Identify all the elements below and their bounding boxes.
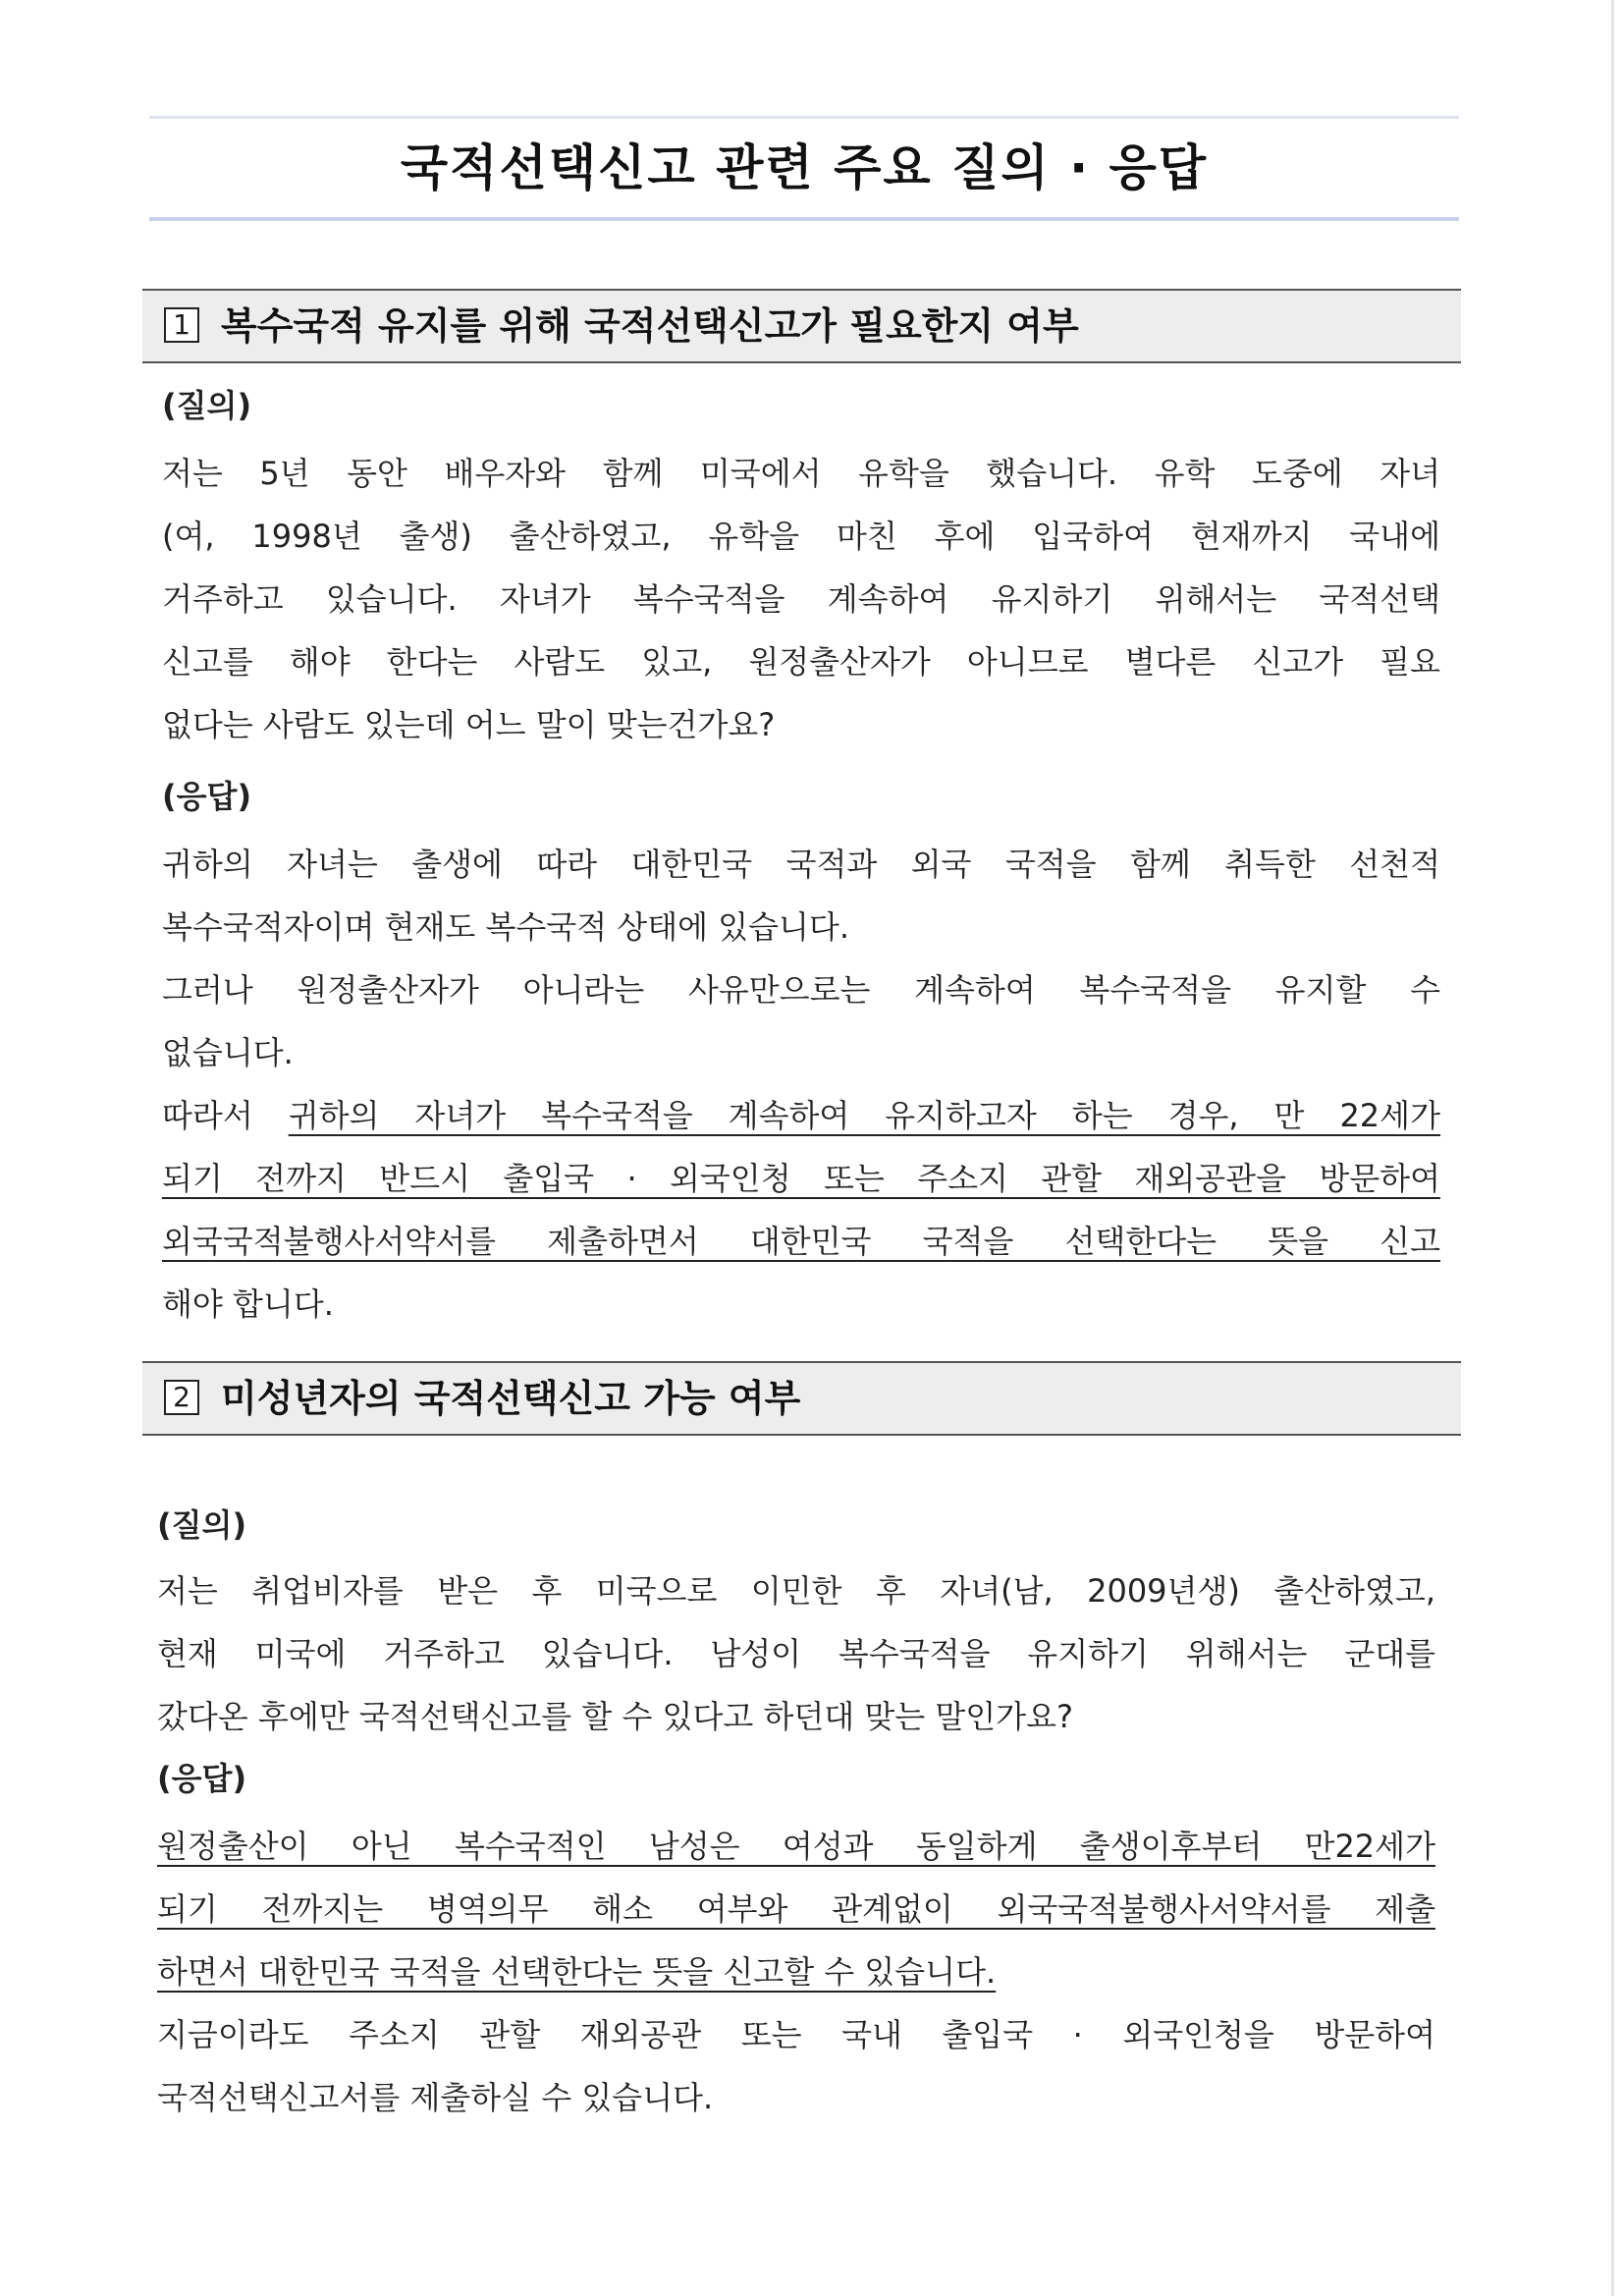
section-1-heading bbox=[142, 289, 1461, 363]
section-number-box: 1 bbox=[164, 307, 199, 343]
answer-label: (응답) bbox=[157, 1760, 247, 1797]
question-label: (질의) bbox=[157, 1506, 247, 1544]
emphasis-prefix: 따라서 bbox=[162, 1097, 289, 1134]
underlined-text: 귀하의 자녀가 복수국적을 계속하여 유지하고자 하는 경우, 만 22세가 bbox=[288, 1097, 1440, 1134]
text-line bbox=[157, 1878, 1435, 1941]
text-line: 저는 취업비자를 받은 후 미국으로 이민한 후 자녀(남, 2009년생) 출산하였고, bbox=[157, 1572, 1435, 1610]
text-line: 복수국적자이며 현재도 복수국적 상태에 있습니다. bbox=[162, 908, 850, 946]
text-line: 해야 합니다. bbox=[162, 1285, 334, 1323]
text-line: 귀하의 자녀는 출생에 따라 대한민국 국적과 외국 국적을 함께 취득한 선천적 bbox=[162, 846, 1440, 883]
question-text bbox=[162, 442, 1440, 756]
scan-edge-shadow bbox=[1611, 0, 1614, 2296]
underlined-text: 되기 전까지는 병역의무 해소 여부와 관계없이 외국국적불행사서약서를 제출 bbox=[157, 1890, 1435, 1928]
question-text bbox=[157, 1559, 1435, 1748]
section-number-box: 2 bbox=[164, 1380, 199, 1415]
text-line: 지금이라도 주소지 관할 재외공관 또는 국내 출입국 · 외국인청을 방문하여 bbox=[157, 2016, 1435, 2053]
question-label: (질의) bbox=[162, 387, 252, 424]
text-line: 그러나 원정출산자가 아니라는 사유만으로는 계속하여 복수국적을 유지할 수 bbox=[162, 971, 1440, 1009]
underlined-text: 되기 전까지 반드시 출입국 · 외국인청 또는 주소지 관할 재외공관을 방문하여 bbox=[162, 1160, 1440, 1197]
text-line bbox=[157, 1815, 1435, 1878]
text-line bbox=[162, 1084, 1440, 1147]
text-line: 현재 미국에 거주하고 있습니다. 남성이 복수국적을 유지하기 위해서는 군대를 bbox=[157, 1635, 1435, 1672]
page-title: 국적선택신고 관련 주요 질의 · 응답 bbox=[400, 139, 1209, 196]
text-line bbox=[157, 1941, 1435, 2003]
text-line: 없다는 사람도 있는데 어느 말이 맞는건가요? bbox=[162, 706, 776, 743]
text-line bbox=[162, 1210, 1440, 1273]
answer-text bbox=[162, 833, 1440, 1336]
underlined-text: 외국국적불행사서약서를 제출하면서 대한민국 국적을 선택한다는 뜻을 신고 bbox=[162, 1223, 1440, 1260]
section-heading-text: 복수국적 유지를 위해 국적선택신고가 필요한지 여부 bbox=[221, 304, 1079, 348]
text-line: 국적선택신고서를 제출하실 수 있습니다. bbox=[157, 2079, 714, 2116]
section-heading-text: 미성년자의 국적선택신고 가능 여부 bbox=[221, 1377, 801, 1420]
answer-label: (응답) bbox=[162, 778, 252, 815]
underlined-text: 하면서 대한민국 국적을 선택한다는 뜻을 신고할 수 있습니다. bbox=[157, 1953, 997, 1991]
text-line: 거주하고 있습니다. 자녀가 복수국적을 계속하여 유지하기 위해서는 국적선택 bbox=[162, 580, 1440, 618]
title-block bbox=[149, 116, 1459, 221]
text-line: 신고를 해야 한다는 사람도 있고, 원정출산자가 아니므로 별다른 신고가 필요 bbox=[162, 643, 1440, 681]
text-line: 저는 5년 동안 배우자와 함께 미국에서 유학을 했습니다. 유학 도중에 자녀 bbox=[162, 455, 1440, 492]
title-divider-bottom bbox=[149, 217, 1459, 221]
section-2-heading bbox=[142, 1361, 1461, 1436]
underlined-text: 원정출산이 아닌 복수국적인 남성은 여성과 동일하게 출생이후부터 만22세가 bbox=[157, 1828, 1435, 1865]
text-line: 갔다온 후에만 국적선택신고를 할 수 있다고 하던대 맞는 말인가요? bbox=[157, 1698, 1073, 1735]
text-line: 없습니다. bbox=[162, 1034, 294, 1071]
text-line: (여, 1998년 출생) 출산하였고, 유학을 마친 후에 입국하여 현재까지 국내에 bbox=[162, 518, 1440, 555]
answer-text bbox=[157, 1815, 1435, 2129]
text-line bbox=[162, 1147, 1440, 1210]
